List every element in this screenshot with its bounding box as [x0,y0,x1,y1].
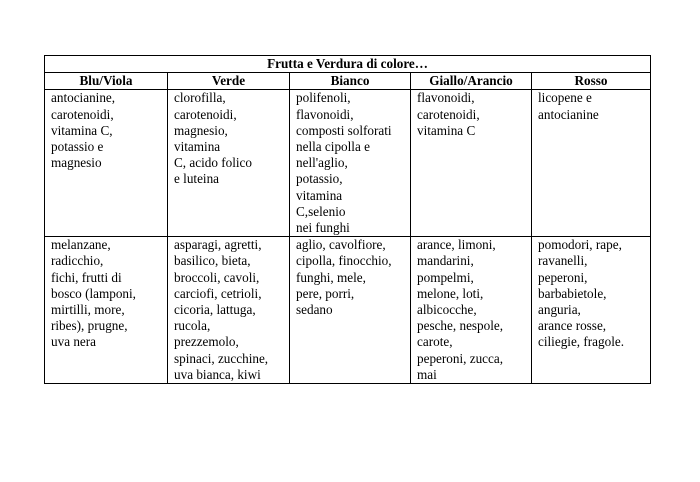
color-food-table [44,55,651,384]
compounds-text-verde: clorofilla, carotenoidi, magnesio, vitamina C, acido folico e luteina [174,90,253,187]
foods-cell-giallo-arancio [411,237,532,384]
header-rosso: Rosso [532,73,651,90]
foods-cell-rosso [532,237,651,384]
foods-cell-verde [168,237,290,384]
foods-text-blu-viola: melanzane, radicchio, fichi, frutti di bosco (lamponi, mirtilli, more, ribes), prugne, uva nera [51,237,136,350]
compounds-text-giallo-arancio: flavonoidi, carotenoidi, vitamina C [417,90,480,138]
table-title-row [45,56,651,73]
compounds-text-bianco: polifenoli, flavonoidi, composti solforati nella cipolla e nell'aglio, potassio, vitamina C,selenio nei funghi [296,90,392,236]
header-giallo-arancio: Giallo/Arancio [411,73,532,90]
compounds-cell-verde [168,90,290,237]
foods-text-giallo-arancio: arance, limoni, mandarini, pompelmi, melone, loti, albicocche, pesche, nespole, carote, peperoni, zucca, mai [417,237,504,382]
foods-row [45,237,651,384]
foods-text-verde: asparagi, agretti, basilico, bieta, broccoli, cavoli, carciofi, cetrioli, cicoria, lattuga, rucola, prezzemolo, spinaci, zucchine, uva bianca, kiwi [174,237,269,382]
compounds-text-blu-viola: antocianine, carotenoidi, vitamina C, potassio e magnesio [51,90,116,171]
compounds-text-rosso: licopene e antocianine [538,90,599,122]
table-title: Frutta e Verdura di colore… [45,56,651,73]
compounds-cell-bianco [290,90,411,237]
foods-text-bianco: aglio, cavolfiore, cipolla, finocchio, funghi, mele, pere, porri, sedano [296,237,392,318]
header-blu-viola: Blu/Viola [45,73,168,90]
header-verde: Verde [168,73,290,90]
compounds-row [45,90,651,237]
header-row [45,73,651,90]
foods-text-rosso: pomodori, rape, ravanelli, peperoni, barbabietole, anguria, arance rosse, ciliegie, fragole. [538,237,625,350]
compounds-cell-blu-viola [45,90,168,237]
foods-cell-blu-viola [45,237,168,384]
header-bianco: Bianco [290,73,411,90]
compounds-cell-rosso [532,90,651,237]
compounds-cell-giallo-arancio [411,90,532,237]
foods-cell-bianco [290,237,411,384]
